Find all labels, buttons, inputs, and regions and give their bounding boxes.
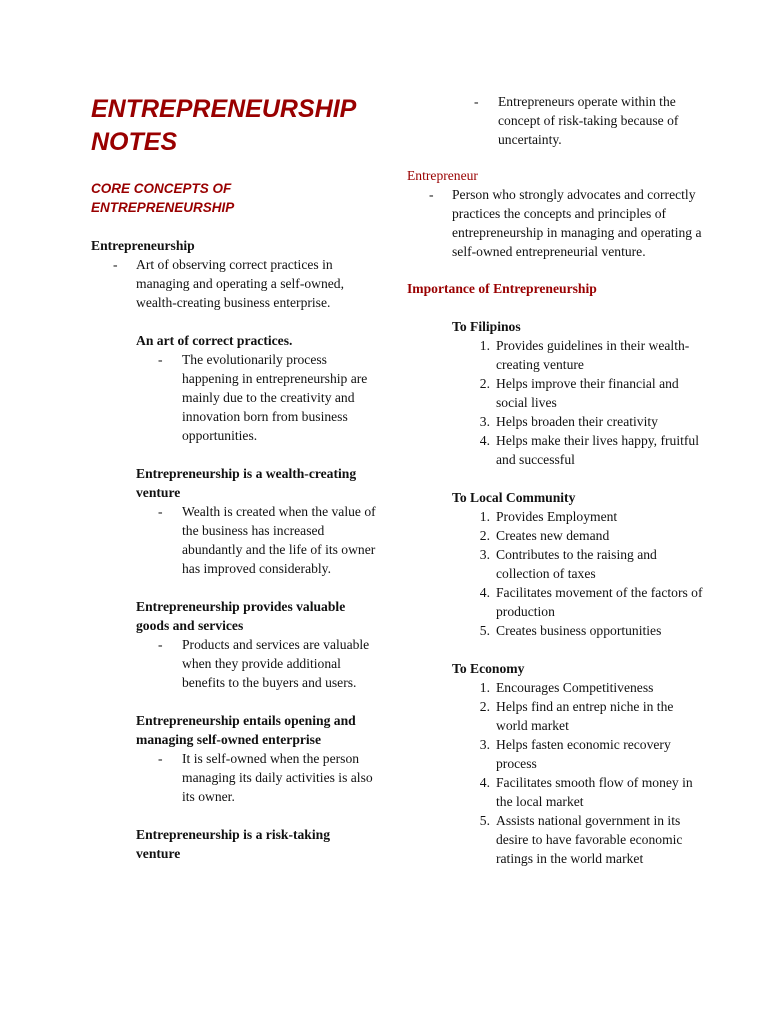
- group-title: To Economy: [452, 661, 525, 676]
- list-item: 3. Helps broaden their creativity: [479, 414, 658, 429]
- dash-bullet: -: [158, 751, 163, 766]
- dash-bullet: -: [474, 94, 479, 109]
- list-item: 1. Provides guidelines in their wealth-creating venture: [479, 338, 690, 372]
- definition-item: [91, 255, 376, 312]
- subsection-heading: An art of correct practices.: [136, 333, 293, 348]
- dash-bullet: -: [158, 352, 163, 367]
- subsection-item: [136, 350, 376, 445]
- list-item: 1. Provides Employment: [479, 509, 618, 524]
- subsection-goods-services: [91, 597, 376, 692]
- entrepreneur-definition: [407, 185, 707, 261]
- importance-heading: Importance of Entrepreneurship: [407, 281, 597, 296]
- group-title: To Filipinos: [452, 319, 521, 334]
- subsection-heading: Entrepreneurship is a risk-taking venture: [136, 827, 330, 861]
- group-local-community: [407, 488, 707, 640]
- dash-bullet: -: [113, 257, 118, 272]
- numbered-list: [407, 507, 707, 640]
- list-item: 5. Assists national government in its desire to have favorable economic ratings in the world market: [479, 813, 683, 866]
- subsection-item: [136, 502, 376, 578]
- subsection-heading: Entrepreneurship is a wealth-creating venture: [136, 466, 357, 500]
- subsection-text: It is self-owned when the person managing its daily activities is also its owner.: [182, 751, 373, 804]
- left-column: [91, 93, 376, 863]
- subsection-text: The evolutionarily process happening in entrepreneurship are mainly due to the creativity and innovation born from business opportunities.: [182, 352, 368, 443]
- right-column: [407, 92, 707, 868]
- group-title: To Local Community: [452, 490, 576, 505]
- numbered-list: [407, 678, 707, 868]
- carry-over-item: [452, 92, 707, 149]
- title-line-2: NOTES: [91, 128, 178, 156]
- subsection-risk-taking: [91, 825, 376, 863]
- title-line-1: ENTREPRENEURSHIP: [91, 95, 357, 123]
- section-subtitle: CORE CONCEPTS OF ENTREPRENEURSHIP: [91, 181, 235, 215]
- list-item: 2. Helps find an entrep niche in the world market: [479, 699, 674, 733]
- list-item: 4. Facilitates smooth flow of money in the local market: [479, 775, 693, 809]
- entrepreneur-definition-text: Person who strongly advocates and correctly practices the concepts and principles of entrepreneurship in managing and operating a self-owned entrepreneurial venture.: [452, 187, 702, 259]
- subsection-item: [136, 749, 376, 806]
- list-item: 1. Encourages Competitiveness: [479, 680, 654, 695]
- subsection-text: Wealth is created when the value of the business has increased abundantly and the life of its owner has improved considerably.: [182, 504, 376, 576]
- list-item: 5. Creates business opportunities: [479, 623, 662, 638]
- dash-bullet: -: [158, 504, 163, 519]
- list-item: 3. Contributes to the raising and collection of taxes: [479, 547, 657, 581]
- definition-text: Art of observing correct practices in managing and operating a self-owned, wealth-creating business enterprise.: [136, 257, 344, 310]
- entrepreneur-heading: Entrepreneur: [407, 168, 478, 183]
- document-title: [91, 93, 376, 159]
- list-item: 4. Facilitates movement of the factors of production: [479, 585, 703, 619]
- subsection-item: [136, 635, 376, 692]
- carry-over-item-wrap: [407, 92, 707, 149]
- list-item: 2. Helps improve their financial and social lives: [479, 376, 679, 410]
- list-item: 2. Creates new demand: [479, 528, 610, 543]
- list-item: 4. Helps make their lives happy, fruitful and successful: [479, 433, 699, 467]
- subsection-self-owned: [91, 711, 376, 806]
- term-entrepreneurship: Entrepreneurship: [91, 238, 195, 253]
- subsection-heading: Entrepreneurship provides valuable goods and services: [136, 599, 346, 633]
- subsection-correct-practices: [91, 331, 376, 445]
- carry-over-text: Entrepreneurs operate within the concept of risk-taking because of uncertainty.: [498, 94, 679, 147]
- dash-bullet: -: [158, 637, 163, 652]
- group-economy: [407, 659, 707, 868]
- numbered-list: [407, 336, 707, 469]
- subsection-wealth-creating: [91, 464, 376, 578]
- subsection-heading: Entrepreneurship entails opening and managing self-owned enterprise: [136, 713, 356, 747]
- list-item: 3. Helps fasten economic recovery process: [479, 737, 671, 771]
- dash-bullet: -: [429, 187, 434, 202]
- group-filipinos: [407, 317, 707, 469]
- subsection-text: Products and services are valuable when they provide additional benefits to the buyers and users.: [182, 637, 370, 690]
